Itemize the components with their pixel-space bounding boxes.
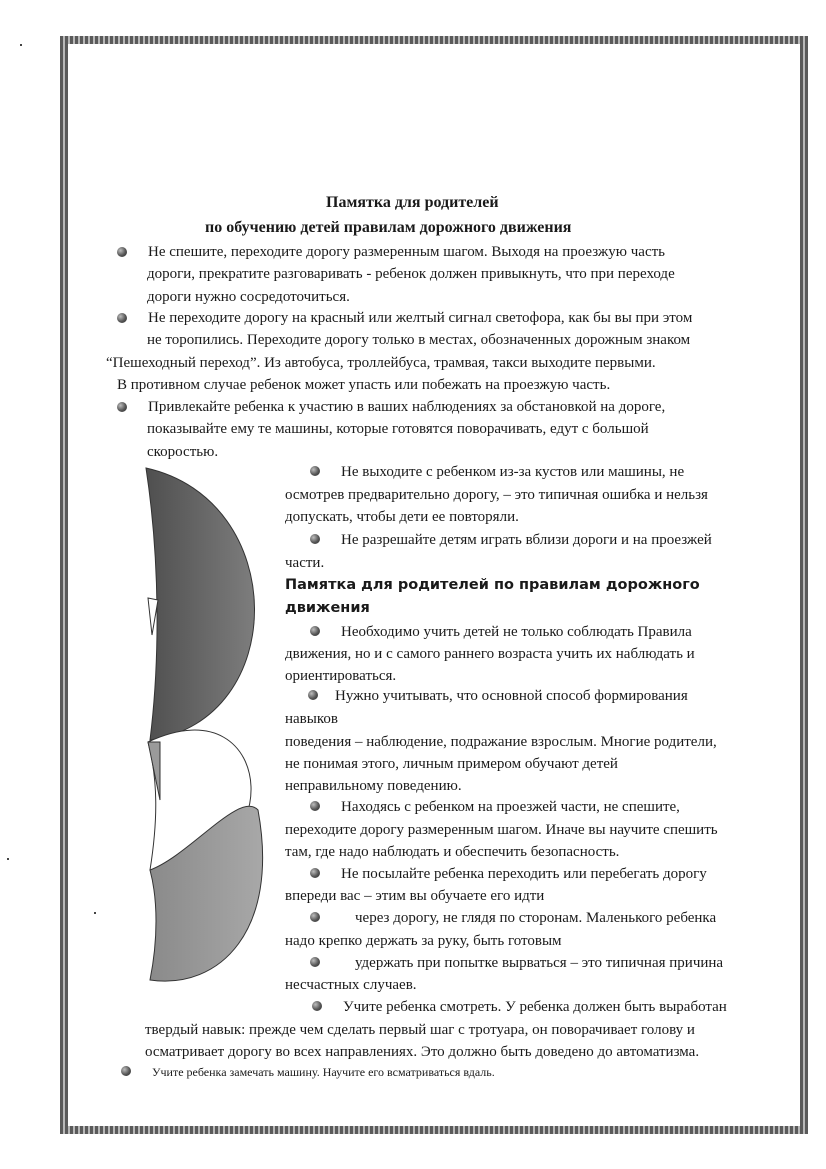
paragraph-line: “Пешеходный переход”. Из автобуса, троллейбуса, трамвая, такси выходите первыми. bbox=[106, 355, 656, 371]
bullet-icon bbox=[310, 912, 320, 922]
dark-semicircle bbox=[146, 468, 255, 740]
paragraph-line: впереди вас – этим вы обучаете его идти bbox=[285, 888, 545, 904]
white-notch bbox=[148, 598, 158, 635]
paragraph-line: ориентироваться. bbox=[285, 668, 397, 684]
paragraph-line: осматривает дорогу во всех направлениях. Это должно быть доведено до автоматизма. bbox=[145, 1044, 700, 1060]
decorative-semicircles bbox=[130, 460, 270, 1010]
paragraph-line: твердый навык: прежде чем сделать первый шаг с тротуара, он поворачивает голову и bbox=[145, 1022, 695, 1038]
bullet-icon bbox=[312, 1001, 322, 1011]
paragraph-line: навыков bbox=[285, 711, 338, 727]
paragraph-line: Находясь с ребенком на проезжей части, не спешите, bbox=[341, 799, 680, 815]
paragraph-line: Учите ребенка смотреть. У ребенка должен быть выработан bbox=[343, 999, 727, 1015]
paragraph-line: дороги нужно сосредоточиться. bbox=[147, 289, 350, 305]
paragraph-line: допускать, чтобы дети ее повторяли. bbox=[285, 509, 519, 525]
bullet-icon bbox=[117, 313, 127, 323]
paragraph-line: осмотрев предварительно дорогу, – это типичная ошибка и нельзя bbox=[285, 487, 708, 503]
paragraph-line: Не переходите дорогу на красный или желтый сигнал светофора, как бы вы при этом bbox=[148, 310, 693, 326]
paragraph-line: Привлекайте ребенка к участию в ваших наблюдениях за обстановкой на дороге, bbox=[148, 399, 666, 415]
paragraph-line: там, где надо наблюдать и обеспечить безопасность. bbox=[285, 844, 620, 860]
page-title-line2: по обучению детей правилам дорожного движения bbox=[205, 219, 572, 236]
paragraph-line: несчастных случаев. bbox=[285, 977, 417, 993]
page-title-line1: Памятка для родителей bbox=[326, 194, 499, 211]
bullet-icon bbox=[310, 957, 320, 967]
paragraph-line: Не разрешайте детям играть вблизи дороги и на проезжей bbox=[341, 532, 712, 548]
section-heading-line1: Памятка для родителей по правилам дорожного bbox=[285, 577, 700, 593]
paragraph-line: части. bbox=[285, 555, 325, 571]
paragraph-line: поведения – наблюдение, подражание взрослым. Многие родители, bbox=[285, 734, 717, 750]
scan-speck bbox=[20, 44, 22, 46]
paragraph-line: Не спешите, переходите дорогу размеренным шагом. Выходя на проезжую часть bbox=[148, 244, 665, 260]
scan-speck bbox=[94, 912, 96, 914]
paragraph-line: показывайте ему те машины, которые готовятся поворачивать, едут с большой bbox=[147, 421, 649, 437]
bullet-icon bbox=[310, 534, 320, 544]
paragraph-line: переходите дорогу размеренным шагом. Иначе вы научите спешить bbox=[285, 822, 718, 838]
bullet-icon bbox=[310, 868, 320, 878]
bullet-icon bbox=[117, 247, 127, 257]
paragraph-line: Необходимо учить детей не только соблюдать Правила bbox=[341, 624, 692, 640]
paragraph-line: дороги, прекратите разговаривать - ребенок должен привыкнуть, что при переходе bbox=[147, 266, 675, 282]
paragraph-line: скоростью. bbox=[147, 444, 219, 460]
bullet-icon bbox=[310, 466, 320, 476]
paragraph-line: Не посылайте ребенка переходить или перебегать дорогу bbox=[341, 866, 707, 882]
paragraph-line: удержать при попытке вырваться – это типичная причина bbox=[355, 955, 724, 971]
bullet-icon bbox=[310, 801, 320, 811]
paragraph-line: надо крепко держать за руку, быть готовым bbox=[285, 933, 562, 949]
bullet-icon bbox=[121, 1066, 131, 1076]
section-heading-line2: движения bbox=[285, 600, 370, 616]
paragraph-line: не понимая этого, личным примером обучают детей bbox=[285, 756, 618, 772]
paragraph-line: не торопились. Переходите дорогу только в местах, обозначенных дорожным знаком bbox=[147, 332, 691, 348]
paragraph-line: неправильному поведению. bbox=[285, 778, 462, 794]
paragraph-line: В противном случае ребенок может упасть или побежать на проезжую часть. bbox=[117, 377, 611, 393]
bullet-icon bbox=[117, 402, 127, 412]
paragraph-line: движения, но и с самого раннего возраста учить их наблюдать и bbox=[285, 646, 695, 662]
bullet-icon bbox=[310, 626, 320, 636]
footer-note: Учите ребенка замечать машину. Научите его всматриваться вдаль. bbox=[152, 1065, 495, 1079]
bullet-icon bbox=[308, 690, 318, 700]
grey-sliver bbox=[148, 742, 160, 800]
scan-speck bbox=[7, 858, 9, 860]
paragraph-line: Не выходите с ребенком из-за кустов или машины, не bbox=[341, 464, 685, 480]
paragraph-line: Нужно учитывать, что основной способ формирования bbox=[335, 688, 688, 704]
paragraph-line: через дорогу, не глядя по сторонам. Маленького ребенка bbox=[355, 910, 717, 926]
